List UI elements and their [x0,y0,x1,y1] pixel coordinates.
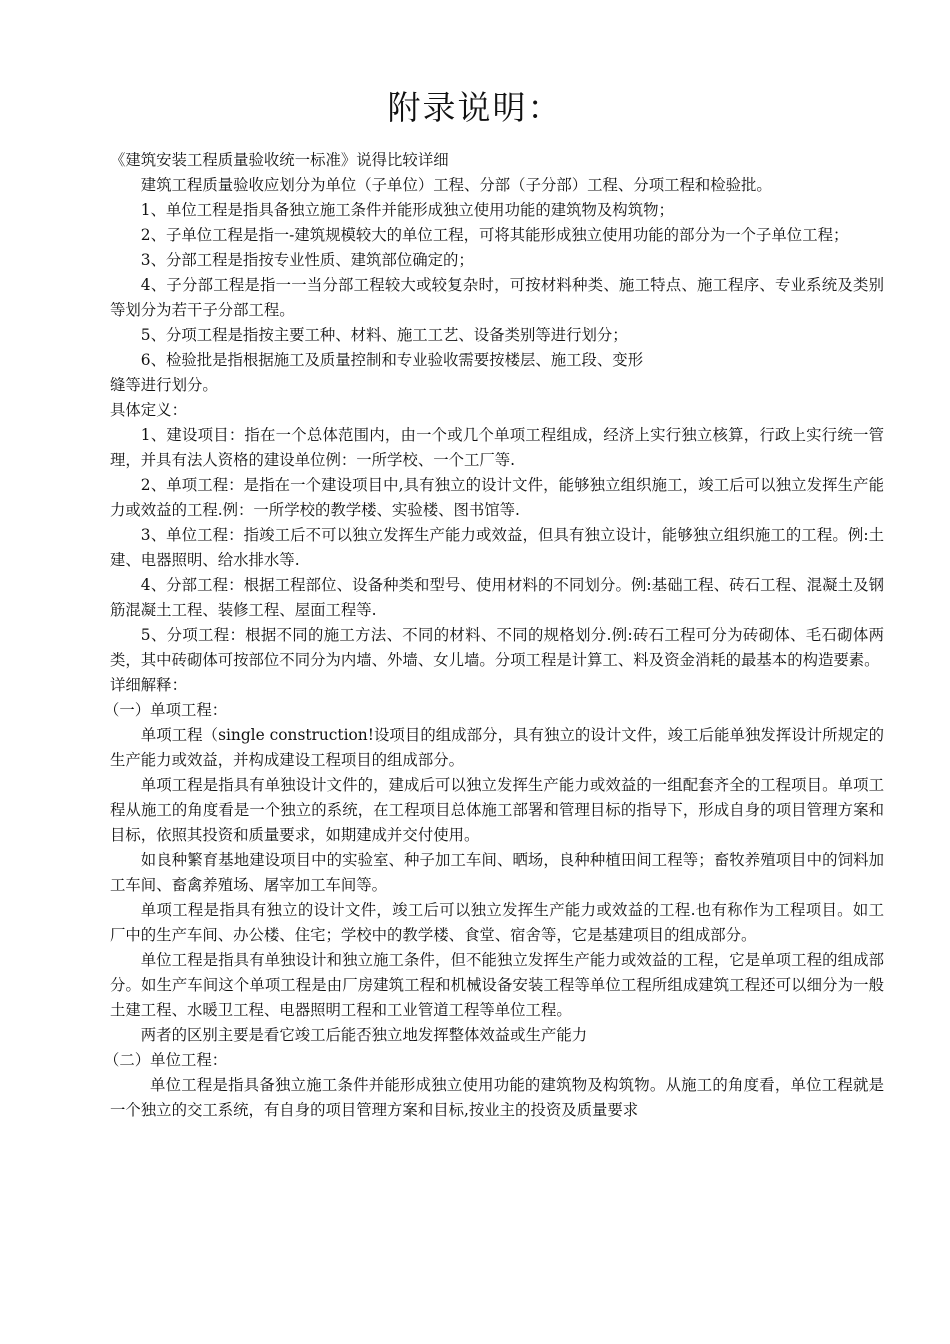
list-item: 6、检验批是指根据施工及质量控制和专业验收需要按楼层、施工段、变形 [140,351,644,369]
section-heading: 具体定义： [110,401,187,419]
paragraph: 单项工程是指具有独立的设计文件，竣工后可以独立发挥生产能力或效益的工程.也有称作为工程项目。如工厂中的生产车间、办公楼、住宅；学校中的教学楼、食堂、宿舍等，它是基建项目的组成部分。 [110,901,884,944]
list-item: 2、子单位工程是指一-建筑规模较大的单位工程，可将其能形成独立使用功能的部分为一个子单位工程； [140,226,849,244]
paragraph: 单位工程是指具有单独设计和独立施工条件，但不能独立发挥生产能力或效益的工程，它是单项工程的组成部分。如生产车间这个单项工程是由厂房建筑工程和机械设备安装工程等单位工程所组成建筑工程还可以细分为一般土建工程、水暖卫工程、电器照明工程和工业管道工程等单位工程。 [110,951,884,1019]
list-item: 1、单位工程是指具备独立施工条件并能形成独立使用功能的建筑物及构筑物； [140,201,674,219]
list-item-continuation: 缝等进行划分。 [110,376,218,394]
subsection-heading: （一）单项工程： [104,701,228,719]
paragraph: 单位工程是指具备独立施工条件并能形成独立使用功能的建筑物及构筑物。从施工的角度看，单位工程就是一个独立的交工系统，有自身的项目管理方案和目标,按业主的投资及质量要求 [110,1076,884,1119]
document-body [104,148,884,1123]
definition-item: 3、单位工程：指竣工后不可以独立发挥生产能力或效益，但具有独立设计，能够独立组织施工的工程。例:土建、电器照明、给水排水等. [110,526,884,569]
subsection-heading: （二）单位工程： [104,1051,228,1069]
definition-item: 5、分项工程：根据不同的施工方法、不同的材料、不同的规格划分.例:砖石工程可分为砖砌体、毛石砌体两类，其中砖砌体可按部位不同分为内墙、外墙、女儿墙。分项工程是计算工、料及资金消耗的最基本的构造要素。 [110,626,884,669]
section-heading: 详细解释： [110,676,187,694]
paragraph: 单项工程（single construction!设项目的组成部分，具有独立的设计文件，竣工后能单独发挥设计所规定的生产能力或效益，并构成建设工程项目的组成部分。 [110,726,884,769]
paragraph: 单项工程是指具有单独设计文件的，建成后可以独立发挥生产能力或效益的一组配套齐全的工程项目。单项工程从施工的角度看是一个独立的系统，在工程项目总体施工部署和管理目标的指导下，形成自身的项目管理方案和目标，依照其投资和质量要求，如期建成并交付使用。 [110,776,884,844]
list-item: 3、分部工程是指按专业性质、建筑部位确定的； [140,251,474,269]
definition-item: 2、单项工程：是指在一个建设项目中,具有独立的设计文件，能够独立组织施工，竣工后可以独立发挥生产能力或效益的工程.例：一所学校的教学楼、实验楼、图书馆等. [110,476,884,519]
paragraph: 建筑工程质量验收应划分为单位（子单位）工程、分部（子分部）工程、分项工程和检验批。 [140,176,772,194]
list-item: 4、子分部工程是指一一当分部工程较大或较复杂时，可按材料种类、施工特点、施工程序、专业系统及类别等划分为若干子分部工程。 [110,276,884,319]
intro-line: 《建筑安装工程质量验收统一标准》说得比较详细 [110,151,449,169]
definition-item: 4、分部工程：根据工程部位、设备种类和型号、使用材料的不同划分。例:基础工程、砖石工程、混凝土及钢筋混凝土工程、装修工程、屋面工程等. [110,576,884,619]
list-item: 5、分项工程是指按主要工种、材料、施工工艺、设备类别等进行划分； [140,326,628,344]
definition-item: 1、建设项目：指在一个总体范围内，由一个或几个单项工程组成，经济上实行独立核算，行政上实行统一管理，并具有法人资格的建设单位例：一所学校、一个工厂等. [110,426,884,469]
page-title: 附录说明： [387,88,563,127]
paragraph: 两者的区别主要是看它竣工后能否独立地发挥整体效益或生产能力 [140,1026,588,1044]
paragraph: 如良种繁育基地建设项目中的实验室、种子加工车间、晒场，良种种植田间工程等；畜牧养殖项目中的饲料加工车间、畜禽养殖场、屠宰加工车间等。 [110,851,884,894]
